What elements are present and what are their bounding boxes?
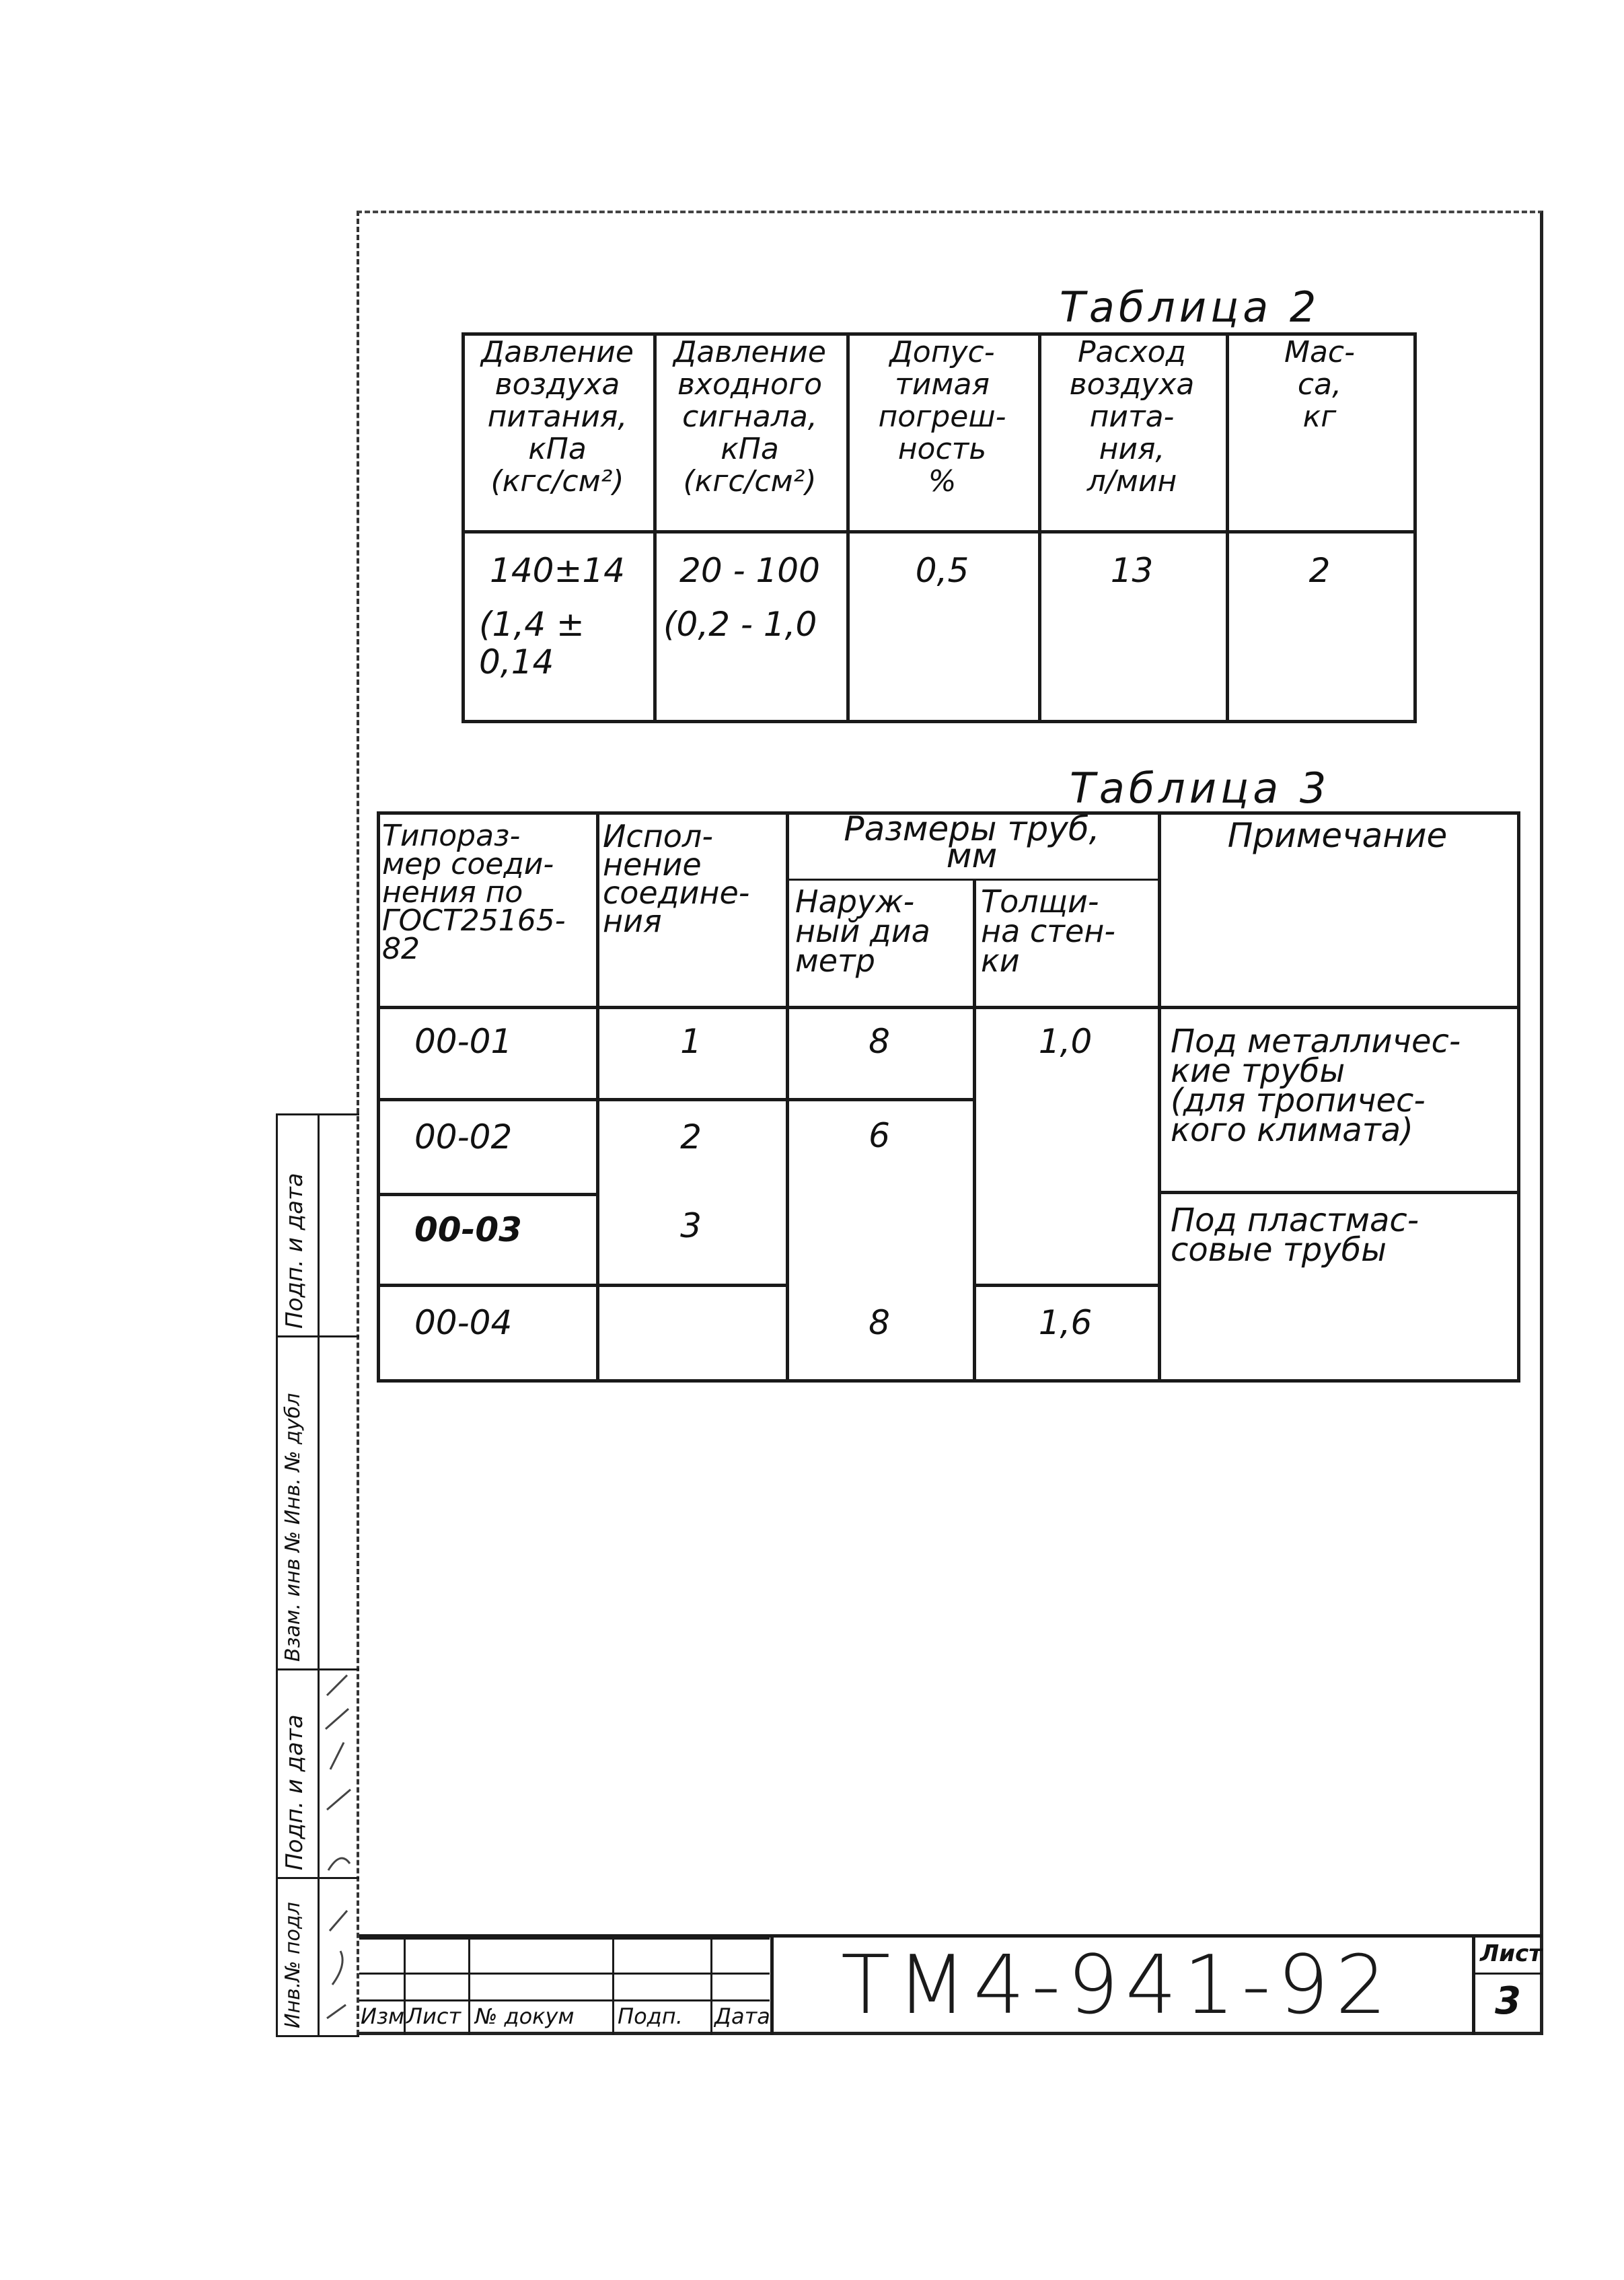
table2-header-input-signal: Давление входного сигнала, кПа (кгс/см²)	[673, 335, 826, 499]
title-block-col-line	[612, 1934, 614, 2035]
table3-diameter-cell: 6	[869, 1116, 890, 1155]
title-block-label-doc-number: № докум	[475, 2003, 575, 2029]
table2-border-right	[1413, 332, 1417, 723]
table3-header-note: Примечание	[1227, 816, 1448, 855]
binding-strip-inner-line	[318, 1113, 320, 2035]
table3-col-divider	[596, 811, 599, 1382]
binding-strip-outer-line	[276, 1113, 278, 2035]
title-block-sheet-label: Лист	[1480, 1940, 1542, 1967]
title-block-row-line	[359, 1973, 770, 1975]
table2-header-error: Допус- тимая погреш- ность %	[878, 335, 1006, 499]
title-block-label-signature: Подп.	[618, 2003, 683, 2029]
table2-header-mass: Мас- са, кг	[1284, 335, 1355, 434]
table3-type-cell: 00-03	[414, 1210, 522, 1249]
title-block-col-line	[468, 1934, 470, 2035]
title-block-label-date: Дата	[714, 2003, 770, 2029]
table3-wall-cell: 1,0	[1038, 1022, 1093, 1061]
handwritten-signature	[320, 1668, 361, 2035]
table3-col-divider	[1158, 811, 1161, 1382]
table2-border-bottom	[462, 720, 1417, 723]
table2-header-divider	[462, 530, 1417, 534]
sidebar-swap-inv: Взам. инв № Инв. № дубл	[281, 1393, 305, 1662]
title-block-label-change: Изм	[361, 2003, 405, 2029]
table2-supply-pressure: 140±14	[490, 551, 625, 590]
table3-border-left	[377, 811, 380, 1382]
table3-variant-cell: 2	[680, 1117, 702, 1156]
table3-note-plastic: Под пластмас- совые трубы	[1171, 1202, 1419, 1269]
table3-header-type: Типораз- мер соеди- нения по ГОСТ25165-82	[382, 819, 566, 966]
binding-strip-divider	[276, 1335, 359, 1337]
title-block-row-line	[359, 1999, 770, 2001]
table3-header-pipe-sizes: Размеры труб, мм	[844, 809, 1100, 875]
sidebar-inv-orig: Инв.№ подл	[281, 1902, 305, 2028]
title-block-row-line	[359, 1938, 770, 1940]
table2-input-signal: 20 - 100	[679, 551, 820, 590]
table2-air-flow: 13	[1110, 551, 1154, 590]
sidebar-sign-date-1: Подп. и дата	[281, 1173, 308, 1329]
table3-type-cell: 00-01	[414, 1022, 513, 1061]
table3-row-divider	[377, 1193, 599, 1196]
table3-header-wall: Толщи- на стен- ки	[981, 883, 1115, 979]
table3-border-right	[1517, 811, 1520, 1382]
table2-header-air-flow: Расход воздуха пита- ния, л/мин	[1069, 335, 1195, 499]
table2-mass: 2	[1308, 551, 1331, 590]
table3-row-divider	[377, 1098, 975, 1101]
table3-diameter-cell: 8	[869, 1303, 890, 1342]
table2-error: 0,5	[915, 551, 969, 590]
table2-caption: Таблица 2	[1060, 283, 1321, 332]
table3-header-variant: Испол- нение соедине- ния	[603, 818, 750, 939]
table3-type-cell: 00-02	[414, 1117, 513, 1156]
title-block-sheet-divider	[1472, 1973, 1542, 1975]
title-block-col-line	[1472, 1934, 1475, 2035]
table3-diameter-cell: 8	[869, 1022, 890, 1061]
table3-variant-cell: 1	[680, 1022, 702, 1061]
table3-col-divider	[786, 811, 789, 1382]
table3-row-divider	[975, 1284, 1160, 1287]
table3-header-outer-diameter: Наруж- ный диа метр	[795, 883, 930, 979]
table3-variant-cell: 3	[680, 1206, 702, 1245]
sidebar-sign-date-2: Подп. и дата	[281, 1714, 308, 1870]
title-block-col-line	[710, 1934, 712, 2035]
title-block-col-line	[770, 1934, 774, 2035]
table2-input-signal-kgf: (0,2 - 1,0	[663, 605, 817, 644]
table3-note-metal: Под металличес- кие трубы (для тропичес- кого климата)	[1171, 1023, 1461, 1149]
binding-strip-divider	[276, 2035, 359, 2037]
table3-type-cell: 00-04	[414, 1303, 513, 1342]
table3-wall-cell: 1,6	[1038, 1303, 1093, 1342]
binding-strip-divider	[276, 1113, 359, 1115]
title-block-label-sheet: Лист	[406, 2003, 462, 2029]
table3-border-bottom	[377, 1379, 1520, 1383]
table3-caption: Таблица 3	[1070, 764, 1331, 813]
table2-header-supply-pressure: Давление воздуха питания, кПа (кгс/см²)	[481, 335, 634, 499]
document-code: ТМ4-941-92	[841, 1939, 1394, 2032]
title-block-sheet-number: 3	[1495, 1979, 1521, 2023]
table3-row-divider	[377, 1284, 788, 1287]
table2-supply-pressure-kgf: (1,4 ± 0,14	[479, 605, 585, 682]
table3-note-divider	[1160, 1191, 1520, 1194]
title-block-top-line	[359, 1934, 1542, 1938]
table3-header-divider	[377, 1006, 1520, 1009]
